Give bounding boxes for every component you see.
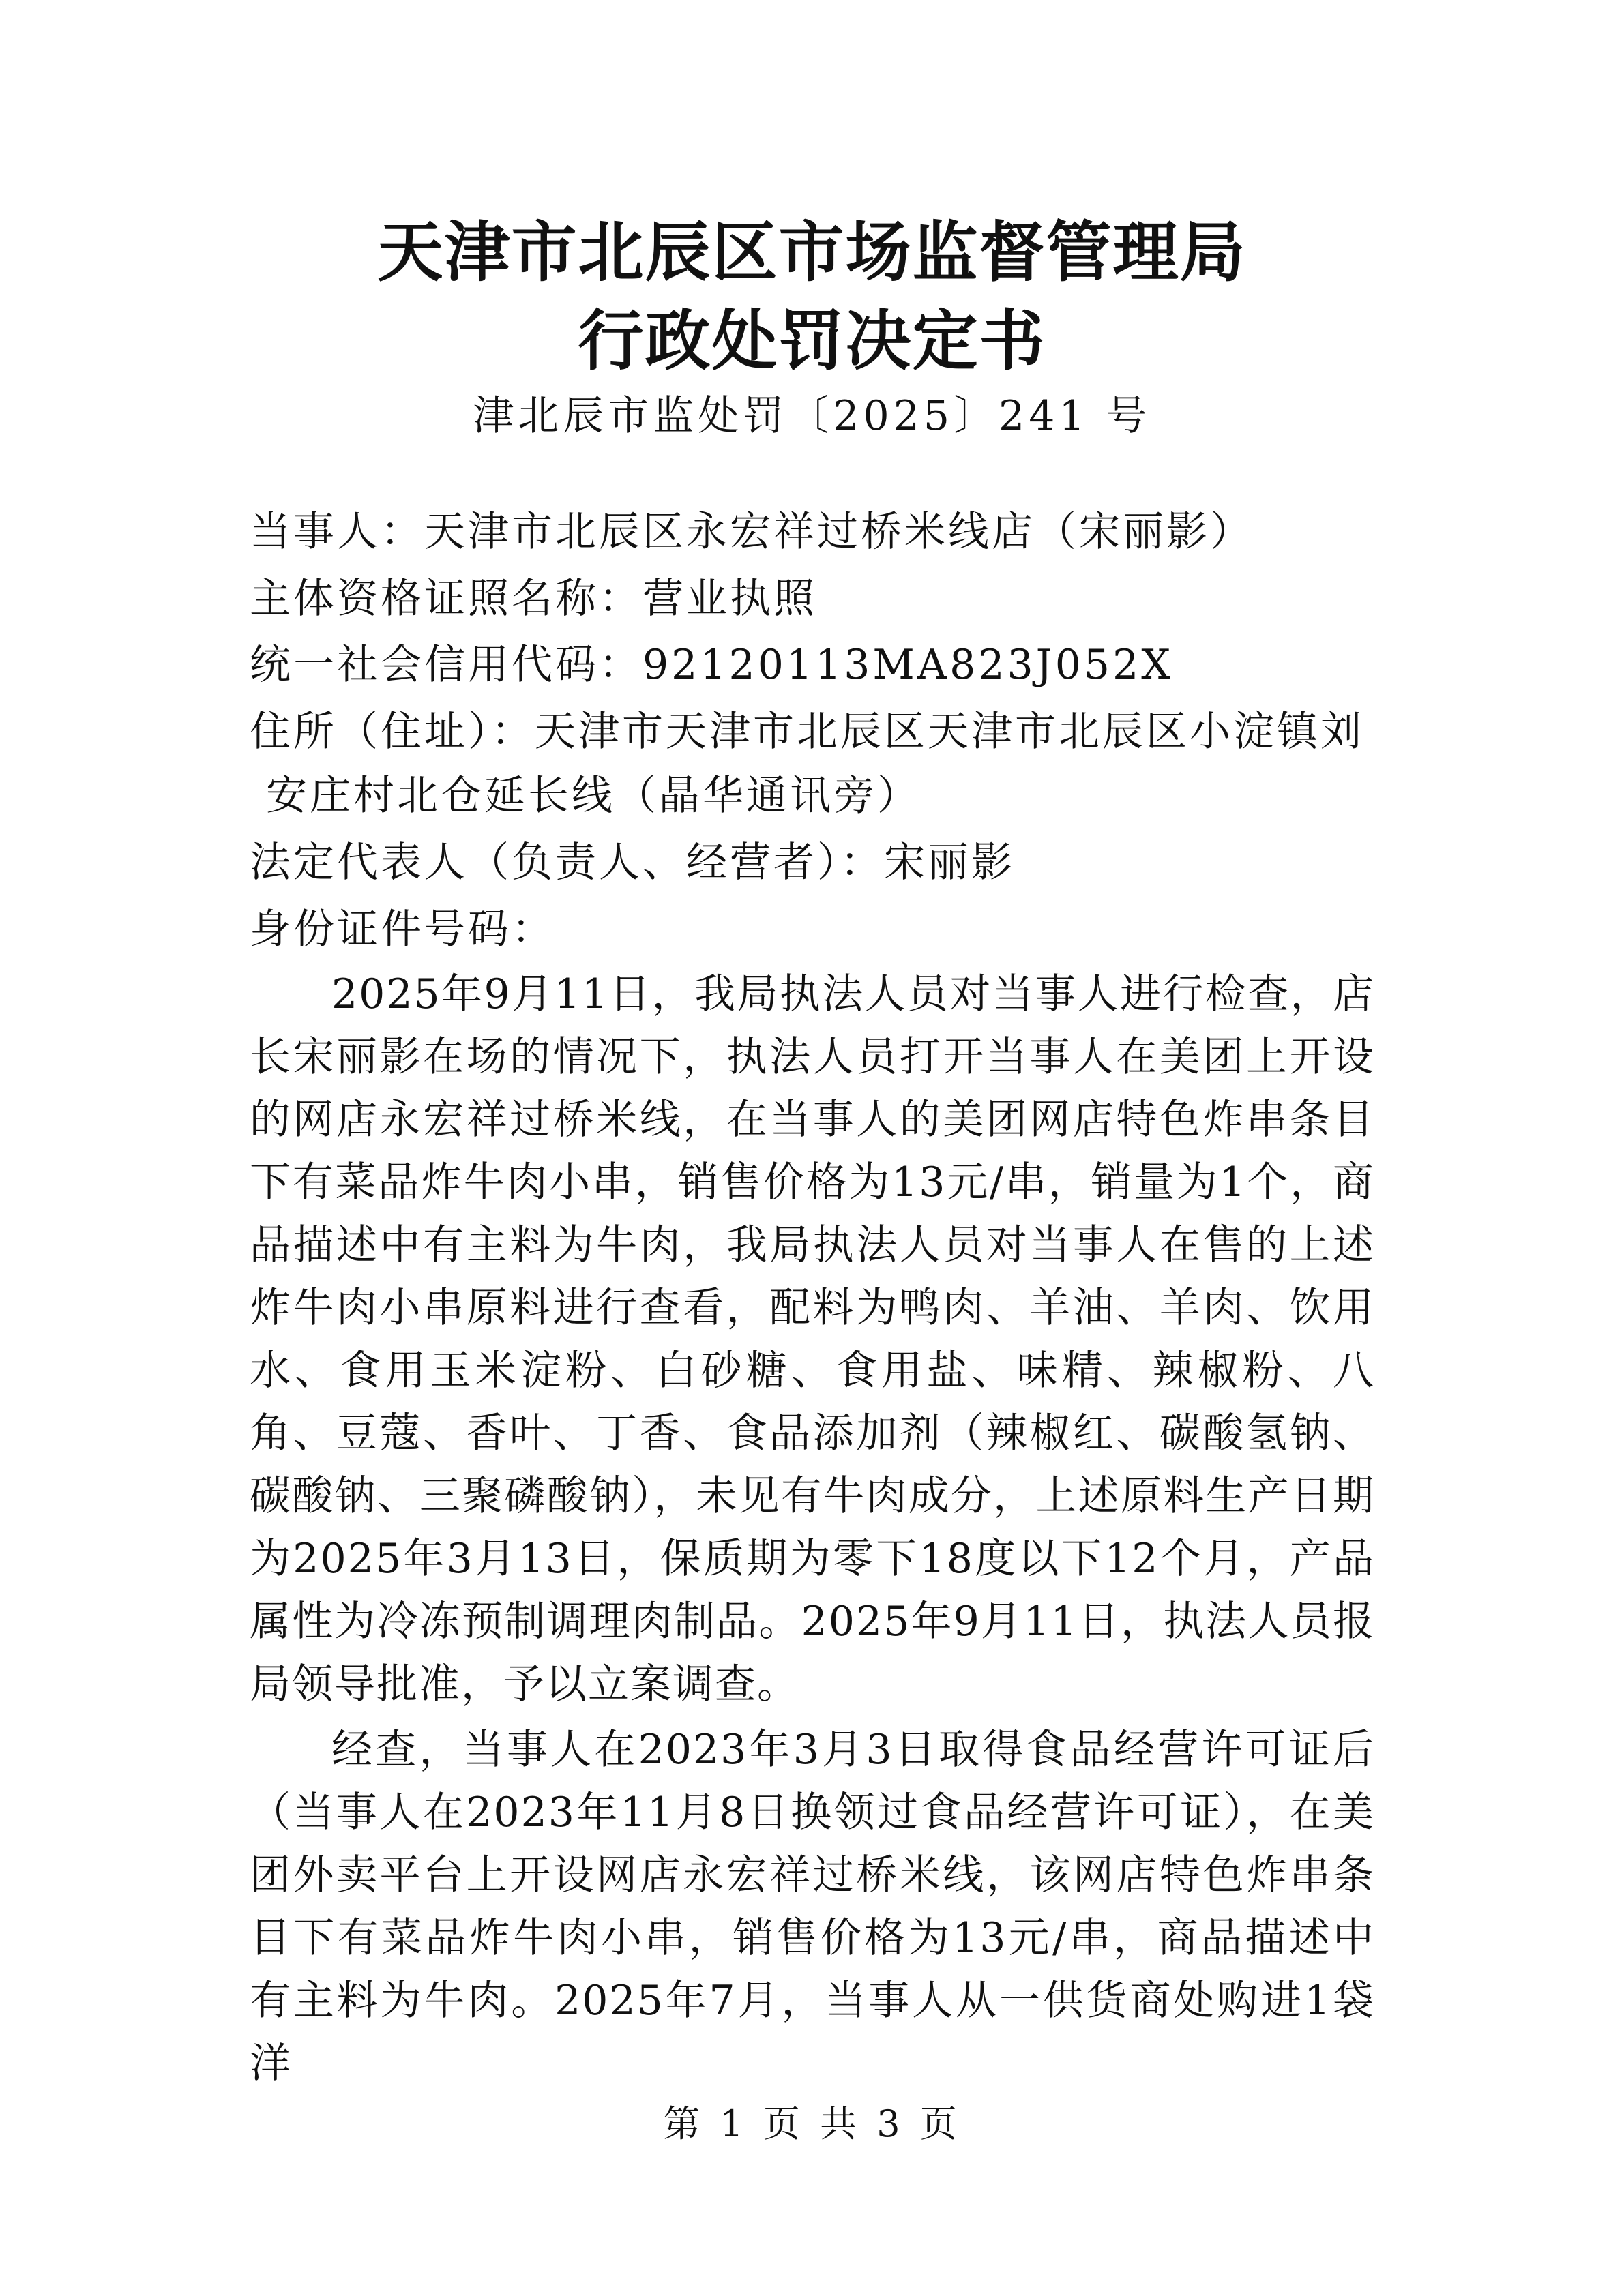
legal-rep-value: 宋丽影 — [884, 839, 1015, 886]
title-line-2: 行政处罚决定书 — [578, 302, 1046, 379]
credit-code-field — [250, 634, 1396, 696]
body-paragraph-1: 2025年9月11日，我局执法人员对当事人进行检查，店长宋丽影在场的情况下，执法人员打开当事人在美团上开设的网店永宏祥过桥米线，在当事人的美团网店特色炸串条目下有菜品炸牛肉小串，销售价格为13元/串，销量为1个，商品描述中有主料为牛肉，我局执法人员对当事人在售的上述炸牛肉小串原料进行查看，配料为鸭肉、羊油、羊肉、饮用水、食用玉米淀粉、白砂糖、食用盐、味精、辣椒粉、八角、豆蔻、香叶、丁香、食品添加剂（辣椒红、碳酸氢钠、碳酸钠、三聚磷酸钠），未见有牛肉成分，上述原料生产日期为2025年3月13日，保质期为零下18度以下12个月，产品属性为冷冻预制调理肉制品。2025年9月11日，执法人员报局领导批准，予以立案调查。 — [250, 970, 1375, 1708]
title-block — [0, 208, 1624, 385]
license-field — [250, 568, 1396, 629]
id-label: 身份证件号码： — [250, 906, 555, 953]
title-line-1: 天津市北辰区市场监督管理局 — [377, 213, 1247, 290]
address-value-line-1: 天津市天津市北辰区天津市北辰区小淀镇刘 — [535, 708, 1364, 756]
address-label: 住所（住址）： — [250, 708, 535, 756]
party-label: 当事人： — [250, 508, 424, 556]
party-value: 天津市北辰区永宏祥过桥米线店（宋丽影） — [424, 508, 1254, 556]
license-value: 营业执照 — [643, 575, 817, 623]
body-paragraph-2: 经查，当事人在2023年3月3日取得食品经营许可证后（当事人在2023年11月8日换领过食品经营许可证），在美团外卖平台上开设网店永宏祥过桥米线，该网店特色炸串条目下有菜品炸牛肉小串，销售价格为13元/串，商品描述中有主料为牛肉。2025年7月，当事人从一供货商处购进1袋洋 — [250, 1726, 1375, 2087]
credit-code-value: 92120113MA823J052X — [643, 641, 1173, 689]
credit-code-label: 统一社会信用代码： — [250, 641, 643, 689]
legal-rep-label: 法定代表人（负责人、经营者）： — [250, 839, 884, 886]
id-field — [250, 899, 1396, 960]
document-number: 津北辰市监处罚〔2025〕241 号 — [473, 392, 1151, 440]
page-footer: 第 1 页 共 3 页 — [663, 2102, 961, 2145]
license-label: 主体资格证照名称： — [250, 575, 643, 623]
address-field — [250, 701, 1396, 762]
party-field — [250, 501, 1396, 563]
address-value-line-2: 安庄村北仓延长线（晶华通讯旁） — [266, 772, 921, 820]
legal-rep-field — [250, 832, 1396, 893]
